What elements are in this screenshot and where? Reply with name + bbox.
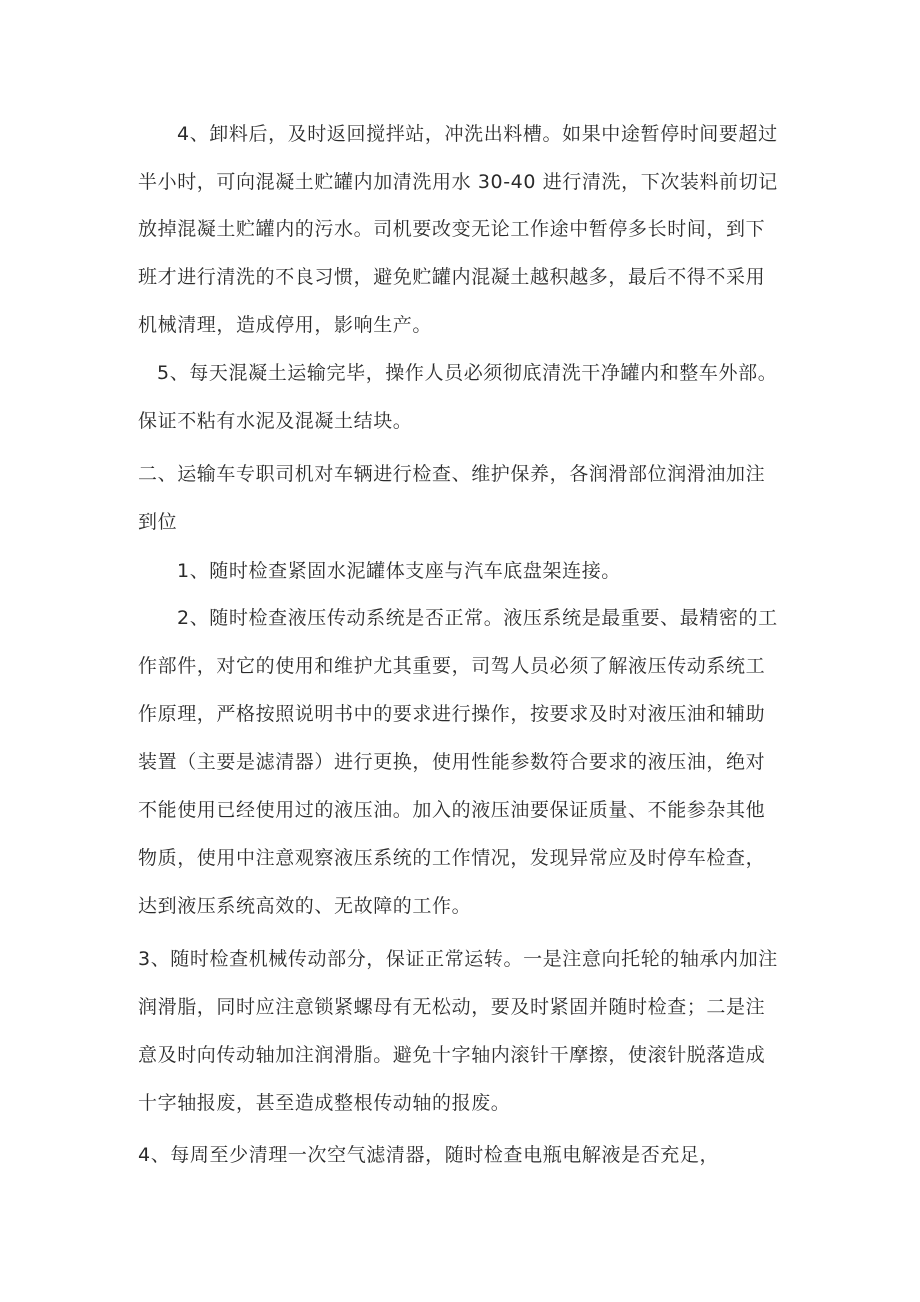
text-line-11: 2、随时检查液压传动系统是否正常。液压系统是最重要、最精密的工	[177, 607, 778, 629]
text-line-17: 达到液压系统高效的、无故障的工作。	[138, 895, 472, 917]
text-line-15: 不能使用已经使用过的液压油。加入的液压油要保证质量、不能参杂其他	[138, 799, 766, 821]
text-line-20: 意及时向传动轴加注润滑脂。避免十字轴内滚针干摩擦，使滚针脱落造成	[138, 1044, 766, 1066]
text-line-21: 十字轴报废，甚至造成整根传动轴的报废。	[138, 1092, 511, 1114]
text-line-5: 机械清理，造成停用，影响生产。	[138, 314, 433, 336]
text-line-4: 班才进行清洗的不良习惯，避免贮罐内混凝土越积越多，最后不得不采用	[138, 266, 766, 288]
text-line-2: 半小时，可向混凝土贮罐内加清洗用水 30-40 进行清洗，下次装料前切记	[138, 171, 778, 193]
text-line-6: 5、每天混凝土运输完毕，操作人员必须彻底清洗干净罐内和整车外部。	[157, 362, 778, 384]
text-line-13: 作原理，严格按照说明书中的要求进行操作，按要求及时对液压油和辅助	[138, 703, 766, 725]
text-line-10: 1、随时检查紧固水泥罐体支座与汽车底盘架连接。	[177, 560, 621, 582]
text-line-14: 装置（主要是滤清器）进行更换，使用性能参数符合要求的液压油，绝对	[138, 751, 766, 773]
text-line-22: 4、每周至少清理一次空气滤清器，随时检查电瓶电解液是否充足，	[138, 1144, 720, 1166]
text-line-12: 作部件，对它的使用和维护尤其重要，司驾人员必须了解液压传动系统工	[138, 655, 766, 677]
text-line-7: 保证不粘有水泥及混凝土结块。	[138, 410, 413, 432]
text-line-16: 物质，使用中注意观察液压系统的工作情况，发现异常应及时停车检查，	[138, 847, 766, 869]
text-line-18: 3、随时检查机械传动部分，保证正常运转。一是注意向托轮的轴承内加注	[138, 948, 778, 970]
text-line-1: 4、卸料后，及时返回搅拌站，冲洗出料槽。如果中途暂停时间要超过	[177, 123, 778, 145]
text-line-19: 润滑脂，同时应注意锁紧螺母有无松动，要及时紧固并随时检查；二是注	[138, 996, 766, 1018]
text-line-3: 放掉混凝土贮罐内的污水。司机要改变无论工作途中暂停多长时间，到下	[138, 218, 766, 240]
text-line-8: 二、运输车专职司机对车辆进行检查、维护保养，各润滑部位润滑油加注	[138, 463, 766, 485]
text-line-9: 到位	[138, 511, 178, 533]
